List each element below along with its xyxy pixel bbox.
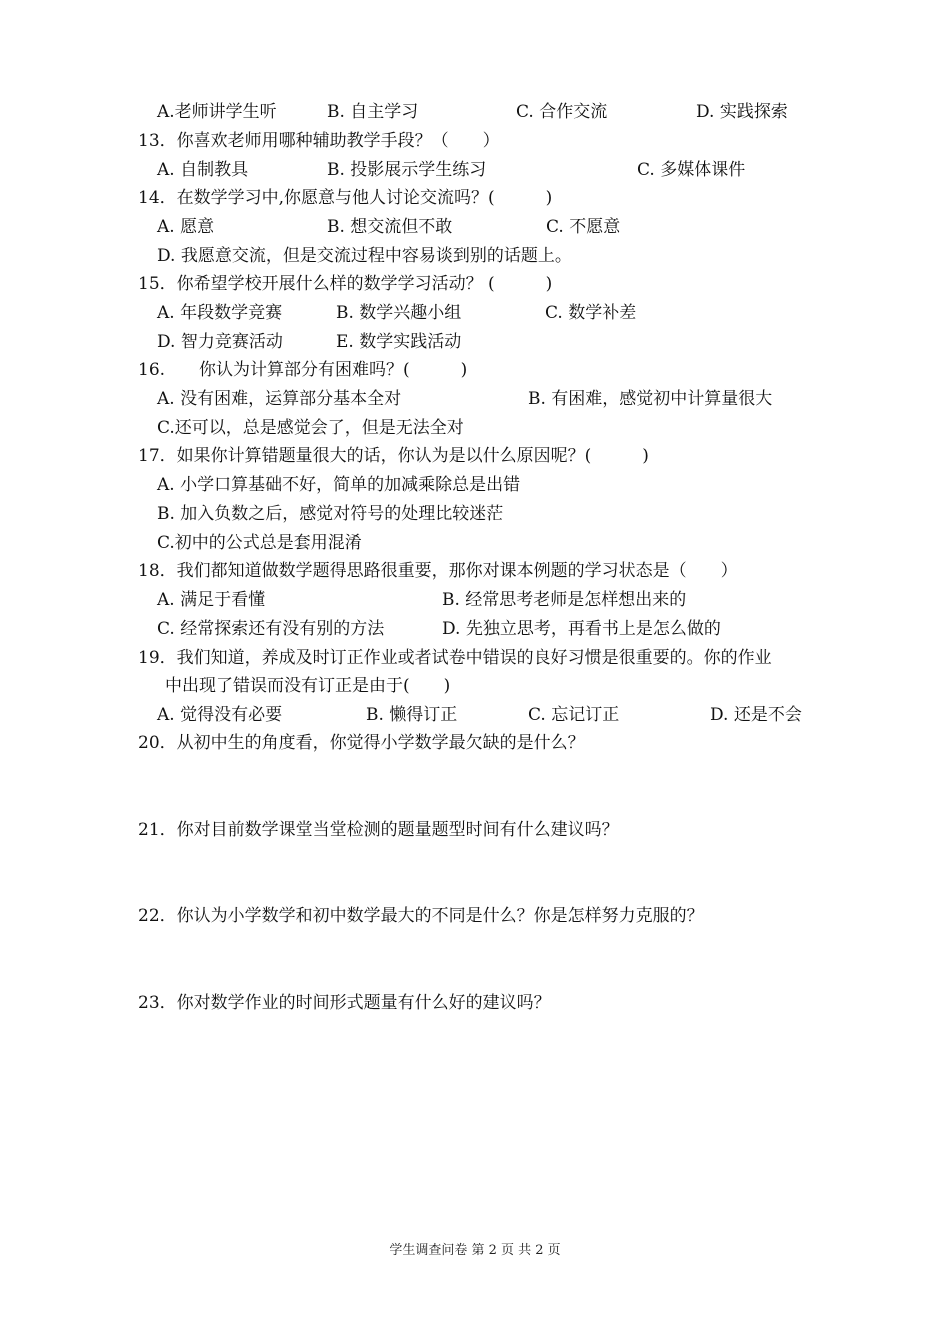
question-19: 19．我们知道，养成及时订正作业或者试卷中错误的良好习惯是很重要的。你的作业 [138, 648, 772, 668]
page-footer: 学生调查问卷 第 2 页 共 2 页 [389, 1243, 561, 1258]
q16-option-c: C.还可以，总是感觉会了，但是无法全对 [157, 418, 464, 438]
question-22: 22．你认为小学数学和初中数学最大的不同是什么？你是怎样努力克服的？ [138, 906, 704, 926]
q12-option-a: A.老师讲学生听 [157, 102, 277, 122]
question-20: 20．从初中生的角度看，你觉得小学数学最欠缺的是什么？ [138, 733, 585, 753]
q19-option-c: C. 忘记订正 [528, 705, 620, 725]
q15-option-a: A. 年段数学竞赛 [157, 303, 283, 323]
question-18: 18．我们都知道做数学题得思路很重要，那你对课本例题的学习状态是（ ） [138, 561, 738, 581]
q18-option-a: A. 满足于看懂 [157, 590, 266, 610]
question-13: 13．你喜欢老师用哪种辅助教学手段？（ ） [138, 131, 500, 151]
q13-option-a: A. 自制教具 [157, 160, 249, 180]
question-16: 16. 你认为计算部分有困难吗？( ) [138, 360, 468, 380]
question-23: 23．你对数学作业的时间形式题量有什么好的建议吗？ [138, 993, 551, 1013]
q18-option-d: D. 先独立思考，再看书上是怎么做的 [442, 619, 721, 639]
q17-option-c: C.初中的公式总是套用混淆 [157, 533, 362, 553]
q15-option-c: C. 数学补差 [545, 303, 637, 323]
q14-option-b: B. 想交流但不敢 [327, 217, 453, 237]
q12-option-b: B. 自主学习 [327, 102, 419, 122]
q12-option-d: D. 实践探索 [696, 102, 788, 122]
q14-option-d: D. 我愿意交流，但是交流过程中容易谈到别的话题上。 [157, 246, 572, 266]
q15-option-b: B. 数学兴趣小组 [336, 303, 462, 323]
q15-option-d: D. 智力竞赛活动 [157, 332, 283, 352]
question-17: 17．如果你计算错题量很大的话，你认为是以什么原因呢？( ) [138, 446, 649, 466]
q12-option-c: C. 合作交流 [516, 102, 608, 122]
q19-option-d: D. 还是不会 [710, 705, 802, 725]
q14-option-c: C. 不愿意 [546, 217, 621, 237]
q13-option-c: C. 多媒体课件 [637, 160, 746, 180]
q17-option-a: A. 小学口算基础不好，简单的加减乘除总是出错 [157, 475, 521, 495]
question-14: 14．在数学学习中,你愿意与他人讨论交流吗？( ) [138, 188, 553, 208]
question-19-continuation: 中出现了错误而没有订正是由于( ) [165, 676, 451, 696]
q16-option-a: A. 没有困难，运算部分基本全对 [157, 389, 402, 409]
q18-option-c: C. 经常探索还有没有别的方法 [157, 619, 385, 639]
q18-option-b: B. 经常思考老师是怎样想出来的 [442, 590, 687, 610]
question-21: 21．你对目前数学课堂当堂检测的题量题型时间有什么建议吗？ [138, 820, 619, 840]
question-15: 15．你希望学校开展什么样的数学学习活动？ ( ) [138, 274, 553, 294]
q16-option-b: B. 有困难，感觉初中计算量很大 [528, 389, 773, 409]
q13-option-b: B. 投影展示学生练习 [327, 160, 487, 180]
q19-option-b: B. 懒得订正 [366, 705, 458, 725]
q14-option-a: A. 愿意 [157, 217, 215, 237]
q19-option-a: A. 觉得没有必要 [157, 705, 283, 725]
q15-option-e: E. 数学实践活动 [336, 332, 462, 352]
q17-option-b: B. 加入负数之后，感觉对符号的处理比较迷茫 [157, 504, 504, 524]
